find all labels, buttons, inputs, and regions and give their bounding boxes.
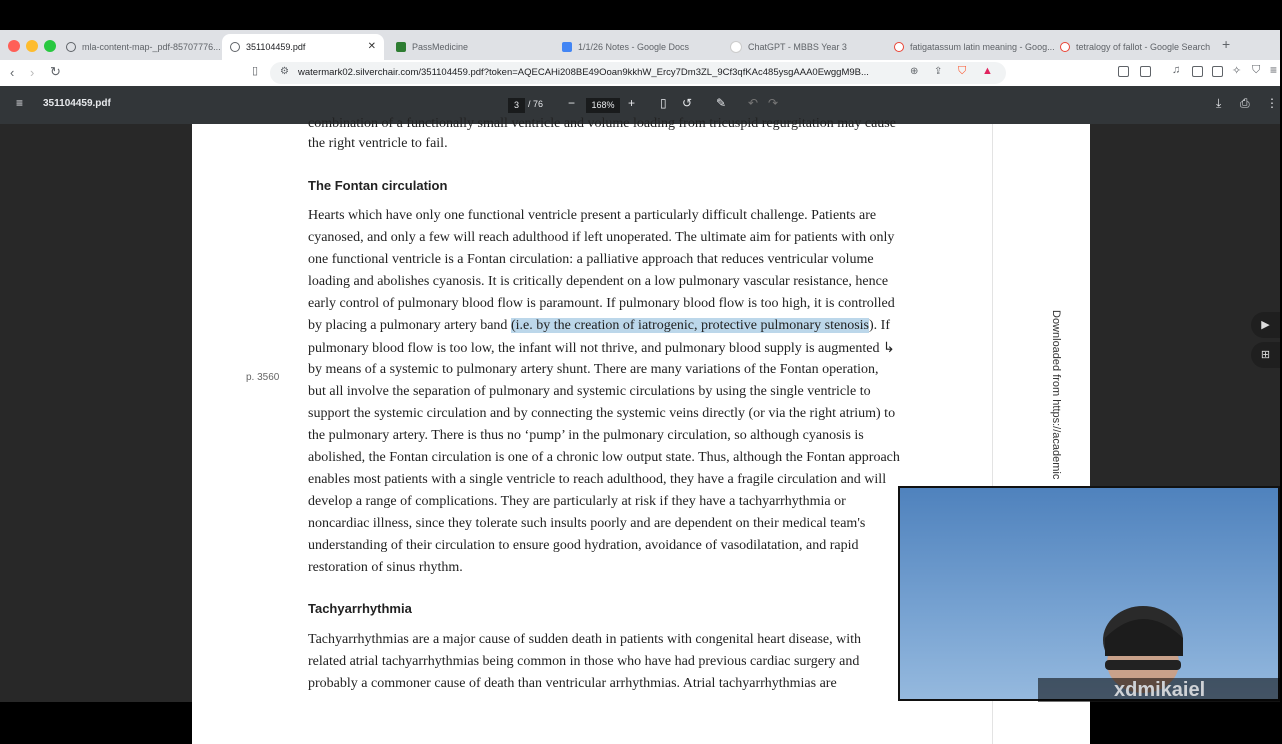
- page-margin-number: p. 3560: [246, 372, 280, 383]
- body-text-line: Tachyarrhythmias are a major cause of sudden death in patients with congenital heart disease, with: [308, 632, 861, 647]
- body-text-line: but all involve the separation of pulmonary and systemic circulations by using the single ventricle to: [308, 384, 871, 399]
- google-icon: [1060, 42, 1070, 52]
- print-icon[interactable]: ⎙: [1240, 96, 1250, 110]
- annotate-icon[interactable]: ✎: [716, 96, 727, 110]
- undo-icon[interactable]: ↶: [748, 96, 759, 110]
- rotate-icon[interactable]: ↺: [682, 96, 693, 110]
- text-segment: by placing a pulmonary artery band: [308, 318, 511, 333]
- tab-google-search-latin[interactable]: fatigatassum latin meaning - Goog...: [886, 34, 1046, 60]
- body-text-line: Hearts which have only one functional ventricle present a particularly difficult challenge. Patients are: [308, 208, 877, 223]
- media-icon[interactable]: ♫: [1172, 64, 1181, 76]
- navigation-bar: [0, 60, 1280, 86]
- google-docs-icon: [562, 42, 572, 52]
- brave-rewards-icon[interactable]: ▲: [982, 65, 993, 77]
- pdf-title: 351104459.pdf: [43, 98, 111, 109]
- page-number-input[interactable]: 3: [508, 98, 525, 113]
- close-window-button[interactable]: [8, 40, 20, 52]
- bookmark-add-icon[interactable]: ⊞: [1251, 342, 1280, 368]
- url-text[interactable]: watermark02.silverchair.com/351104459.pdf?token=AQECAHi208BE49Ooan9kkhW_Ercy7Dm3ZL_9Cf3qfKAc485ysgAAA0EwggM9B...: [298, 67, 869, 78]
- zoom-input[interactable]: 168%: [586, 98, 620, 113]
- site-settings-icon[interactable]: ⚙: [280, 66, 289, 77]
- tab-google-search-tof[interactable]: tetralogy of fallot - Google Search: [1052, 34, 1214, 60]
- tab-chatgpt[interactable]: ChatGPT - MBBS Year 3: [722, 34, 884, 60]
- reload-icon[interactable]: ↻: [50, 64, 61, 79]
- body-text-line: restoration of sinus rhythm.: [308, 560, 463, 575]
- body-text-line: early control of pulmonary blood flow is paramount. If pulmonary blood flow is too high, it is controlled: [308, 296, 895, 311]
- sidebar-icon[interactable]: [1192, 66, 1203, 77]
- heading-tachyarrhythmia: Tachyarrhythmia: [308, 601, 412, 616]
- body-text-line: abolished, the Fontan circulation is one of a chronic low output state. Thus, although the Fontan approach: [308, 450, 900, 465]
- extension-icon[interactable]: [1140, 66, 1151, 77]
- chatgpt-icon: [730, 41, 742, 53]
- body-text-line: [308, 318, 890, 334]
- download-watermark: Downloaded from https://academic: [1050, 310, 1062, 480]
- download-icon[interactable]: ⤓: [1216, 96, 1222, 110]
- menu-icon[interactable]: ≡: [1270, 63, 1278, 77]
- body-text-line: enables most patients with a single ventricle to reach adulthood, they have a fragile circulation and will: [308, 472, 887, 487]
- back-icon[interactable]: ‹: [10, 65, 15, 80]
- zoom-in-icon[interactable]: +: [628, 96, 636, 110]
- forward-icon[interactable]: ›: [30, 65, 35, 80]
- google-icon: [894, 42, 904, 52]
- zoom-out-icon[interactable]: −: [568, 96, 576, 110]
- body-text-line: develop a range of complications. They are particularly at risk if they have a tachyarrhythmia or: [308, 494, 846, 509]
- body-text-line: loading and abolishes cyanosis. It is critically dependent on a low pulmonary vascular resistance, hence: [308, 274, 889, 289]
- body-text-line: combination of a functionally small ventricle and volume loading from tricuspid regurgitation may cause: [308, 116, 896, 131]
- zoom-icon[interactable]: ⊕: [910, 66, 919, 77]
- webcam-overlay: [898, 486, 1280, 701]
- brave-shield-icon[interactable]: ⛉: [958, 65, 967, 77]
- tab-google-docs[interactable]: 1/1/26 Notes - Google Docs: [554, 34, 718, 60]
- body-text-line: the right ventricle to fail.: [308, 136, 448, 151]
- sidebar-menu-icon[interactable]: ≡: [16, 96, 24, 110]
- body-text-line: related atrial tachyarrhythmias being common in those who have had previous cardiac surgery and: [308, 654, 860, 669]
- wallet-icon[interactable]: [1212, 66, 1223, 77]
- heading-fontan-circulation: The Fontan circulation: [308, 178, 448, 193]
- body-text-line: noncardiac illness, since they tolerate such insults poorly and are dependent on their medical team's: [308, 516, 866, 531]
- text-segment: ). If: [869, 318, 890, 333]
- leo-icon[interactable]: ✧: [1232, 65, 1242, 77]
- body-text-line: cyanosed, and only a few will reach adulthood if left unoperated. The ultimate aim for patients with only: [308, 230, 895, 245]
- share-icon[interactable]: ⇪: [934, 66, 943, 77]
- body-text-line: understanding of their circulation to ensure good hydration, avoidance of vasodilatation, and rapid: [308, 538, 859, 553]
- body-text-line: support the systemic circulation and by connecting the systemic veins directly (or via the right atrium) to: [308, 406, 896, 421]
- tab-passmedicine[interactable]: PassMedicine: [388, 34, 548, 60]
- highlighted-text[interactable]: (i.e. by the creation of iatrogenic, protective pulmonary stenosis: [510, 318, 869, 333]
- maximize-window-button[interactable]: [44, 40, 56, 52]
- tab-mla-content-map[interactable]: mla-content-map-_pdf-85707776...: [58, 34, 218, 60]
- close-tab-icon[interactable]: ✕: [367, 41, 376, 52]
- body-text-line: probably a commoner cause of death than ventricular arrhythmias. Atrial tachyarrhythmias are: [308, 676, 837, 691]
- play-icon[interactable]: ▶: [1251, 312, 1280, 338]
- redo-icon[interactable]: ↷: [768, 96, 779, 110]
- vpn-icon[interactable]: ⛉: [1252, 64, 1261, 76]
- fit-page-icon[interactable]: ▯: [660, 96, 667, 110]
- webcam-name: xdmikaiel: [1038, 678, 1280, 702]
- address-bar[interactable]: [270, 62, 1006, 84]
- extension-icon[interactable]: [1118, 66, 1129, 77]
- tab-strip: [0, 30, 1280, 60]
- webcam-person-image: [900, 488, 1282, 703]
- body-text-line: pulmonary blood flow is too low, the infant will not thrive, and pulmonary blood supply is augmented ↳: [308, 341, 895, 356]
- new-tab-icon[interactable]: +: [1222, 36, 1231, 52]
- passmedicine-icon: [396, 42, 406, 52]
- page-total: / 76: [528, 99, 544, 109]
- globe-icon: [66, 42, 76, 52]
- tab-pdf[interactable]: 351104459.pdf ✕: [222, 34, 384, 60]
- body-text-line: one functional ventricle is a Fontan circulation: a palliative approach that reduces ventricular volume: [308, 252, 874, 267]
- body-text-line: the pulmonary artery. There is thus no ‘pump’ in the pulmonary circulation, so although cyanosis is: [308, 428, 864, 443]
- bookmark-icon[interactable]: ▯: [252, 65, 259, 77]
- body-text-line: by means of a systemic to pulmonary artery shunt. There are many variations of the Fontan operation,: [308, 362, 879, 377]
- globe-icon: [230, 42, 240, 52]
- more-options-icon[interactable]: ⋮: [1266, 96, 1278, 110]
- minimize-window-button[interactable]: [26, 40, 38, 52]
